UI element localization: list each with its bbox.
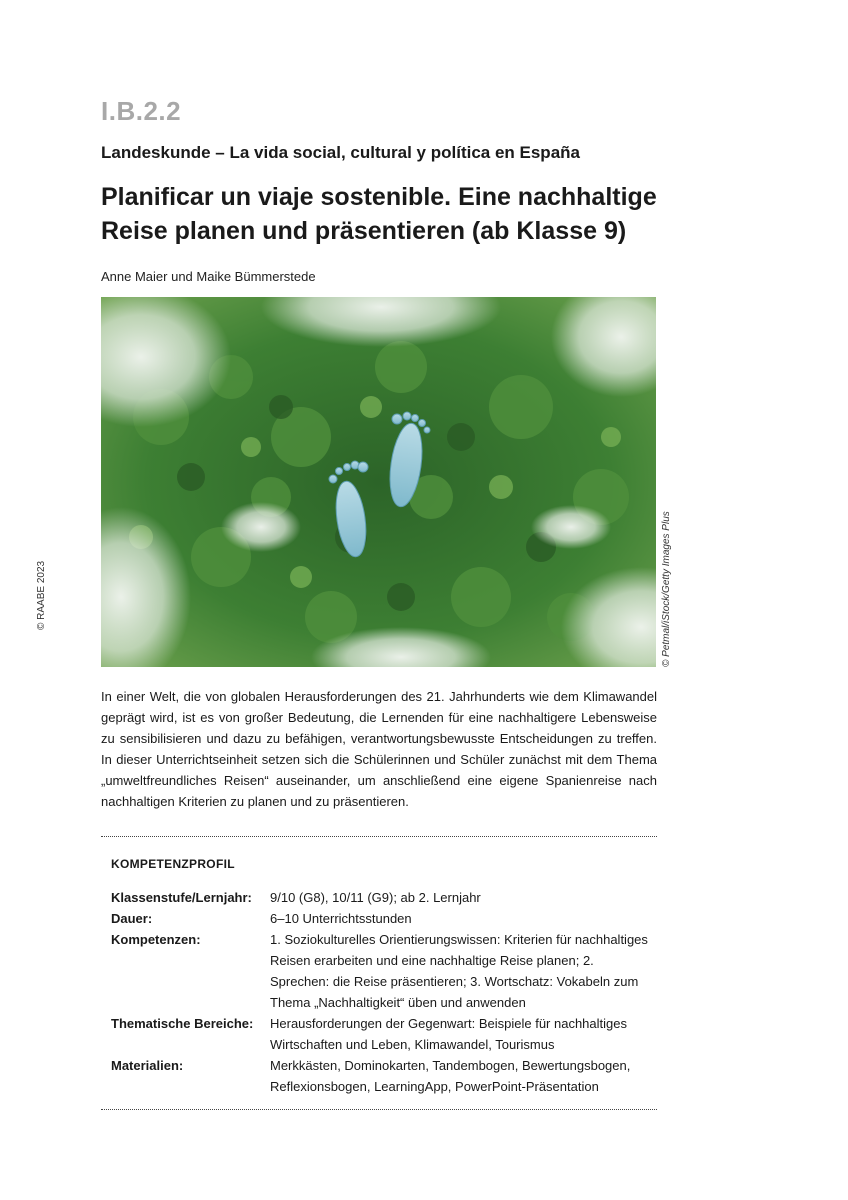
profile-label: Materialien: — [111, 1058, 184, 1073]
intro-paragraph: In einer Welt, die von globalen Herausforderungen des 21. Jahrhunderts wie dem Klimawandel geprägt wird, ist es von großer Bedeutung, die Lernenden für eine nachhaltigere Lebensweise zu sensibilisieren und dazu zu befähigen, verantwortungsbewusste Entscheidungen zu treffen. In dieser Unterrichtseinheit setzen sich die Schülerinnen und Schüler zunächst mit dem Thema „umweltfreundliches Reisen“ auseinander, um anschließend eine eigene Spanienreise nach nachhaltigen Kriterien zu planen und zu präsentieren. — [101, 689, 657, 809]
profile-label: Klassenstufe/Lernjahr: — [111, 890, 252, 905]
profile-value: Herausforderungen der Gegenwart: Beispiele für nachhaltiges Wirtschaften und Leben, Klimawandel, Tourismus — [270, 1016, 627, 1052]
competence-profile — [111, 887, 651, 1097]
forest-footprint-illustration — [101, 297, 656, 667]
profile-row-competences — [111, 929, 651, 1013]
profile-row-duration — [111, 908, 651, 929]
profile-heading: KOMPETENZPROFIL — [111, 857, 235, 871]
profile-row-topics — [111, 1013, 651, 1055]
unit-code: I.B.2.2 — [101, 96, 182, 126]
image-credit: © Petmal/iStock/Getty Images Plus — [661, 511, 672, 667]
profile-value: 6–10 Unterrichtsstunden — [270, 911, 412, 926]
page-title: Planificar un viaje sostenible. Eine nachhaltige Reise planen und präsentieren (ab Klasse 9) — [101, 183, 657, 245]
profile-value: Merkkästen, Dominokarten, Tandembogen, Bewertungsbogen, Reflexionsbogen, LearningApp, PowerPoint-Präsentation — [270, 1058, 631, 1094]
authors: Anne Maier und Maike Bümmerstede — [101, 269, 316, 284]
profile-label: Thematische Bereiche: — [111, 1016, 254, 1031]
divider-bottom — [101, 1109, 657, 1110]
profile-value: 9/10 (G8), 10/11 (G9); ab 2. Lernjahr — [270, 890, 481, 905]
intro-text — [101, 686, 657, 812]
profile-label: Kompetenzen: — [111, 932, 201, 947]
profile-row-grade — [111, 887, 651, 908]
profile-value: 1. Soziokulturelles Orientierungswissen: Kriterien für nachhaltiges Reisen erarbeiten und eine nachhaltige Reise planen; 2. Sprechen: die Reise präsentieren; 3. Wortschatz: Vokabeln zum Thema „Nachhaltigkeit“ üben und anwenden — [270, 932, 648, 1010]
subject-line: Landeskunde – La vida social, cultural y política en España — [101, 143, 580, 162]
divider-top — [101, 836, 657, 837]
copyright-note: © RAABE 2023 — [36, 560, 47, 630]
forest-footprint-photo — [101, 297, 656, 667]
profile-label: Dauer: — [111, 911, 153, 926]
profile-row-materials — [111, 1055, 651, 1097]
